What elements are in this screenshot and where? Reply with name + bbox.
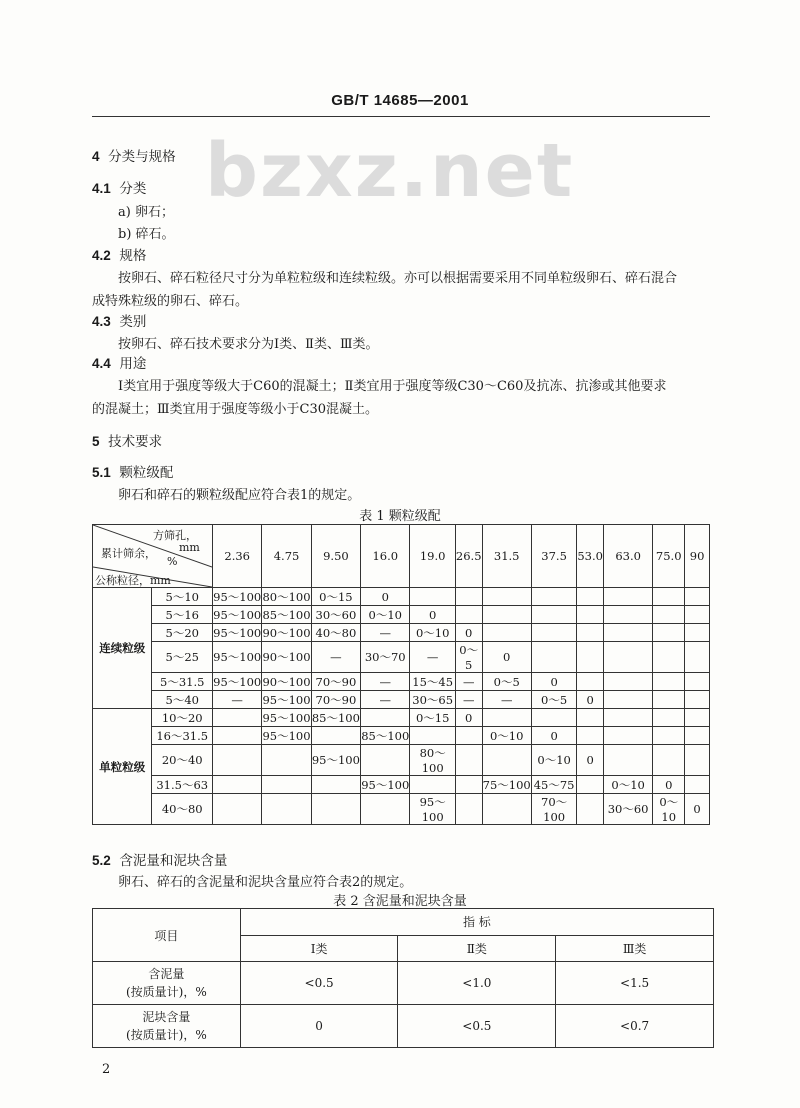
- sieve-size-header: 53.0: [577, 525, 604, 588]
- nominal-size-cell: 16～31.5: [152, 727, 213, 745]
- table-cell: [685, 588, 710, 606]
- table-cell: [482, 745, 531, 776]
- table-cell: [531, 588, 576, 606]
- table-cell: [482, 588, 531, 606]
- table-corner-cell: [93, 525, 213, 588]
- table-cell: 95～100: [361, 777, 410, 792]
- paragraph: Ⅰ类宜用于强度等级大于C60的混凝土；Ⅱ类宜用于强度等级C30～C60及抗冻、抗渗或其他要求: [118, 379, 667, 394]
- grading-table: [92, 524, 710, 825]
- sieve-size-header: 75.0: [653, 525, 685, 588]
- table-cell: [653, 624, 685, 642]
- section-5-1-heading: 5.1 颗粒级配: [92, 465, 174, 481]
- table-cell: [603, 745, 652, 776]
- table-cell: 0～15: [410, 709, 455, 727]
- table-cell: [311, 794, 360, 825]
- table-cell: 0: [240, 1005, 398, 1048]
- table-cell: 0: [531, 673, 576, 691]
- table-cell: [262, 776, 311, 794]
- list-item-b: b) 碎石。: [118, 227, 175, 242]
- table-cell: [410, 776, 455, 794]
- table-cell: —: [455, 691, 482, 709]
- table-cell: [577, 727, 604, 745]
- section-4-heading: 4 分类与规格: [92, 149, 176, 165]
- table-cell: 75～100: [482, 777, 531, 792]
- table-cell: [653, 745, 685, 776]
- table-cell: [653, 727, 685, 745]
- table-cell: 95～100: [213, 642, 262, 673]
- table-cell: [213, 709, 262, 727]
- section-5-heading: 5 技术要求: [92, 434, 163, 450]
- table-cell: [482, 709, 531, 727]
- nominal-size-cell: 10～20: [152, 709, 213, 727]
- table-cell: [603, 727, 652, 745]
- table-cell: [577, 673, 604, 691]
- table-cell: [361, 794, 410, 825]
- sieve-size-header: 9.50: [311, 525, 360, 588]
- table-cell: —: [482, 691, 531, 709]
- table-cell: 0: [361, 588, 410, 606]
- table-cell: 0: [577, 691, 604, 709]
- table-cell: 80～100: [262, 589, 311, 604]
- table-cell: [577, 606, 604, 624]
- table-cell: 0～5: [455, 642, 482, 673]
- table-cell: [603, 606, 652, 624]
- table-cell: 90～100: [262, 625, 311, 640]
- table-cell: <0.7: [556, 1005, 714, 1048]
- nominal-size-cell: 31.5～63: [152, 776, 213, 794]
- table-cell: [213, 776, 262, 794]
- table-row: [93, 745, 710, 776]
- list-item-a: a) 卵石；: [118, 205, 174, 220]
- table-cell: 70～100: [531, 794, 576, 825]
- table-row: [93, 691, 710, 709]
- sieve-size-header: 26.5: [455, 525, 482, 588]
- sieve-size-header: 63.0: [603, 525, 652, 588]
- table-cell: 30～60: [311, 606, 360, 624]
- table-cell: 70～90: [311, 673, 360, 691]
- corner-label-percent: %: [167, 555, 178, 568]
- table-cell: [603, 709, 652, 727]
- column-header-item: 项目: [93, 909, 241, 962]
- paragraph: 按卵石、碎石技术要求分为Ⅰ类、Ⅱ类、Ⅲ类。: [118, 337, 379, 352]
- watermark: bzxz.net: [205, 128, 575, 214]
- table-cell: 0～10: [603, 776, 652, 794]
- table-cell: [685, 673, 710, 691]
- corner-label-sieve-unit: mm: [179, 541, 200, 554]
- table-cell: 85～100: [361, 728, 410, 743]
- table-row: [93, 642, 710, 673]
- table-cell: 0: [531, 727, 576, 745]
- paragraph: 按卵石、碎石粒径尺寸分为单粒粒级和连续粒级。亦可以根据需要采用不同单粒级卵石、碎石混合: [118, 271, 678, 286]
- table-cell: [577, 794, 604, 825]
- column-header-class-1: Ⅰ类: [240, 935, 398, 962]
- column-header-index: 指 标: [240, 909, 713, 936]
- table-cell: [577, 624, 604, 642]
- table-cell: 0: [455, 709, 482, 727]
- row-label: 含泥量 (按质量计)，%: [93, 962, 241, 1005]
- table-cell: [603, 624, 652, 642]
- table-cell: 0～10: [653, 794, 685, 825]
- table-cell: [603, 588, 652, 606]
- table-cell: [531, 624, 576, 642]
- table-cell: 30～70: [361, 642, 410, 673]
- table-cell: [361, 745, 410, 776]
- table-cell: [262, 794, 311, 825]
- table-cell: 0: [653, 776, 685, 794]
- table-cell: [213, 727, 262, 745]
- table-cell: 95～100: [262, 728, 311, 743]
- table-cell: 0～5: [531, 691, 576, 709]
- nominal-size-cell: 40～80: [152, 794, 213, 825]
- table-cell: <1.0: [398, 962, 556, 1005]
- table-cell: 0～10: [531, 745, 576, 776]
- table-cell: 70～90: [311, 691, 360, 709]
- table-1-caption: 表 1 颗粒级配: [359, 509, 441, 524]
- table-cell: [577, 709, 604, 727]
- table-cell: [603, 691, 652, 709]
- table-cell: [577, 642, 604, 673]
- nominal-size-cell: 5～10: [152, 588, 213, 606]
- table-cell: [531, 642, 576, 673]
- table-cell: 95～100: [262, 710, 311, 725]
- sieve-size-header: 31.5: [482, 525, 531, 588]
- table-cell: [482, 606, 531, 624]
- table-cell: [685, 709, 710, 727]
- table-cell: [653, 673, 685, 691]
- table-cell: —: [361, 673, 410, 691]
- column-header-class-2: Ⅱ类: [398, 935, 556, 962]
- table-cell: [653, 709, 685, 727]
- table-cell: [410, 727, 455, 745]
- table-row: [93, 709, 710, 727]
- table-cell: [311, 727, 360, 745]
- table-cell: [577, 776, 604, 794]
- table-cell: 95～100: [262, 692, 311, 707]
- corner-label-cumulative: 累计筛余，: [101, 547, 156, 560]
- table-cell: [482, 794, 531, 825]
- table-cell: [262, 745, 311, 776]
- corner-label-sieve: 方筛孔，: [153, 529, 197, 542]
- table-cell: 95～100: [410, 794, 455, 825]
- table-cell: 95～100: [213, 625, 262, 640]
- paragraph: 卵石、碎石的含泥量和泥块含量应符合表2的规定。: [118, 875, 413, 890]
- table-cell: 0: [685, 794, 710, 825]
- table-row: [93, 624, 710, 642]
- table-cell: 95～100: [213, 589, 262, 604]
- table-cell: —: [455, 673, 482, 691]
- paragraph: 的混凝土；Ⅲ类宜用于强度等级小于C30混凝土。: [92, 402, 379, 417]
- section-4-1-heading: 4.1 分类: [92, 181, 147, 197]
- table-cell: [685, 745, 710, 776]
- table-row: [93, 606, 710, 624]
- sieve-size-header: 16.0: [361, 525, 410, 588]
- paragraph: 卵石和碎石的颗粒级配应符合表1的规定。: [118, 488, 361, 503]
- sieve-size-header: 19.0: [410, 525, 455, 588]
- section-4-2-heading: 4.2 规格: [92, 248, 147, 264]
- nominal-size-cell: 5～25: [152, 642, 213, 673]
- table-cell: [531, 709, 576, 727]
- table-cell: —: [311, 642, 360, 673]
- nominal-size-cell: 5～40: [152, 691, 213, 709]
- table-cell: —: [410, 642, 455, 673]
- table-cell: 0～5: [482, 673, 531, 691]
- table-cell: [455, 794, 482, 825]
- table-cell: [603, 673, 652, 691]
- table-2-caption: 表 2 含泥量和泥块含量: [333, 894, 467, 909]
- table-row: [93, 673, 710, 691]
- table-cell: [482, 624, 531, 642]
- table-row: [93, 794, 710, 825]
- table-cell: 30～60: [603, 794, 652, 825]
- header-rule: [92, 116, 710, 117]
- corner-label-size: 公称粒径，mm: [95, 574, 171, 587]
- table-cell: [455, 745, 482, 776]
- table-row: [93, 962, 714, 1005]
- table-cell: [531, 606, 576, 624]
- table-cell: [685, 776, 710, 794]
- paragraph: 成特殊粒级的卵石、碎石。: [92, 294, 249, 309]
- group-label: 连续粒级: [93, 588, 152, 709]
- table-cell: —: [361, 691, 410, 709]
- table-cell: 15～45: [410, 673, 455, 691]
- nominal-size-cell: 5～31.5: [152, 673, 213, 691]
- table-cell: [653, 606, 685, 624]
- table-cell: [653, 588, 685, 606]
- table-row: [93, 776, 710, 794]
- mud-content-table: [92, 908, 714, 1048]
- nominal-size-cell: 5～20: [152, 624, 213, 642]
- section-5-2-heading: 5.2 含泥量和泥块含量: [92, 853, 228, 869]
- table-cell: 85～100: [262, 607, 311, 622]
- table-cell: [311, 776, 360, 794]
- table-cell: 90～100: [262, 674, 311, 689]
- group-label: 单粒粒级: [93, 709, 152, 825]
- nominal-size-cell: 20～40: [152, 745, 213, 776]
- sieve-size-header: 2.36: [213, 525, 262, 588]
- table-cell: [577, 588, 604, 606]
- table-cell: [455, 588, 482, 606]
- table-cell: [410, 588, 455, 606]
- section-4-4-heading: 4.4 用途: [92, 356, 147, 372]
- table-cell: [685, 691, 710, 709]
- table-cell: 0: [482, 642, 531, 673]
- table-cell: [603, 642, 652, 673]
- table-cell: [213, 745, 262, 776]
- table-row: [93, 727, 710, 745]
- table-cell: 95～100: [213, 607, 262, 622]
- table-cell: —: [361, 624, 410, 642]
- nominal-size-cell: 5～16: [152, 606, 213, 624]
- table-cell: [653, 691, 685, 709]
- table-cell: 40～80: [311, 624, 360, 642]
- table-cell: [455, 776, 482, 794]
- table-cell: 80～100: [410, 745, 455, 776]
- table-cell: 90～100: [262, 642, 311, 673]
- table-cell: [213, 794, 262, 825]
- table-cell: 0: [455, 624, 482, 642]
- table-cell: 0～15: [311, 588, 360, 606]
- table-cell: 95～100: [311, 745, 360, 776]
- sieve-size-header: 90: [685, 525, 710, 588]
- table-cell: <0.5: [398, 1005, 556, 1048]
- table-cell: <0.5: [240, 962, 398, 1005]
- sieve-size-header: 4.75: [262, 525, 311, 588]
- table-cell: 85～100: [311, 710, 360, 725]
- table-cell: [455, 727, 482, 745]
- table-cell: 0: [577, 745, 604, 776]
- table-cell: 0～10: [361, 606, 410, 624]
- table-cell: —: [213, 691, 262, 709]
- table-cell: 0: [410, 606, 455, 624]
- page-header: GB/T 14685—2001: [331, 92, 469, 109]
- table-cell: 95～100: [213, 674, 262, 689]
- table-cell: 30～65: [410, 691, 455, 709]
- section-4-3-heading: 4.3 类别: [92, 314, 147, 330]
- table-cell: <1.5: [556, 962, 714, 1005]
- table-cell: [685, 606, 710, 624]
- table-cell: 0～10: [482, 727, 531, 745]
- table-cell: [685, 624, 710, 642]
- table-cell: [653, 642, 685, 673]
- table-cell: [685, 727, 710, 745]
- table-row: [93, 588, 710, 606]
- column-header-class-3: Ⅲ类: [556, 935, 714, 962]
- table-cell: 45～75: [531, 776, 576, 794]
- table-cell: [455, 606, 482, 624]
- table-cell: 0～10: [410, 624, 455, 642]
- table-cell: [361, 709, 410, 727]
- page-number: 2: [102, 1062, 111, 1077]
- row-label: 泥块含量 (按质量计)，%: [93, 1005, 241, 1048]
- table-cell: [685, 642, 710, 673]
- table-row: [93, 1005, 714, 1048]
- sieve-size-header: 37.5: [531, 525, 576, 588]
